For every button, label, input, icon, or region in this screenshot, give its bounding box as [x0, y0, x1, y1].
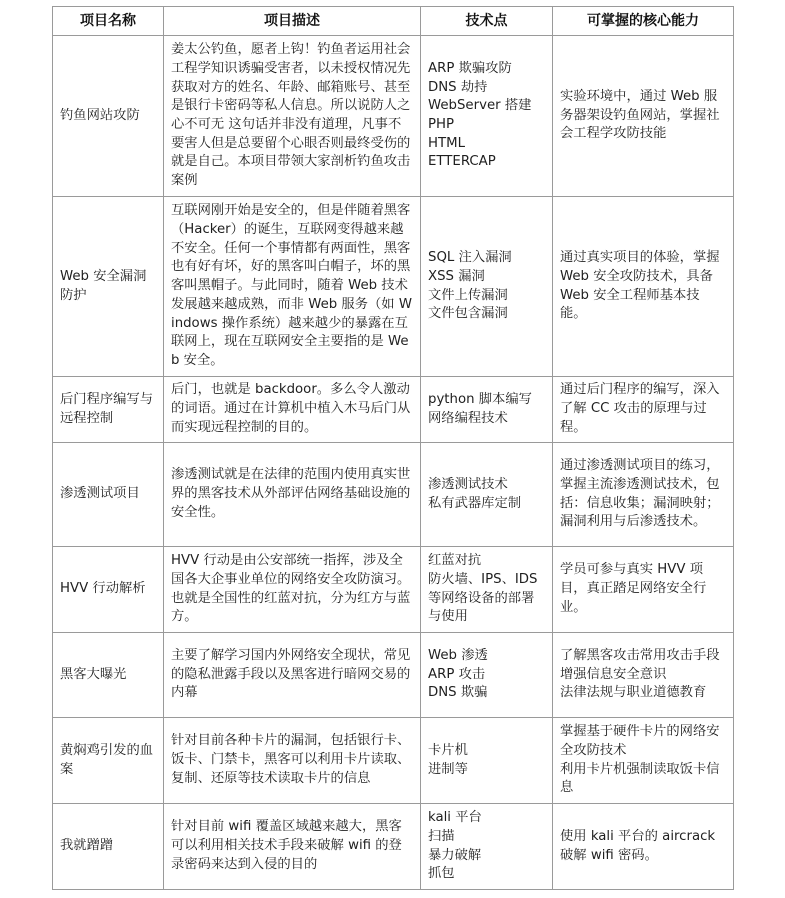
header-project-name: 项目名称 [53, 7, 164, 36]
project-description: 互联网刚开始是安全的，但是伴随着黑客（Hacker）的诞生，互联网变得越来越不安全。任何一个事情都有两面性，黑客也有好有坏，好的黑客叫白帽子，坏的黑客叫黑帽子。与此同时，随着 Web 技术发展越来越成熟，而非 Web 服务（如 Windows 操作系统）越来越少的暴露在互联网上，现在互联网安全主要指的是 Web 安全。 [164, 197, 421, 377]
tech-points [421, 443, 553, 547]
ability-item: 学员可参与真实 HVV 项目，真正踏足网络安全行业。 [560, 562, 707, 615]
project-name: Web 安全漏洞防护 [53, 197, 164, 377]
table-row [53, 443, 734, 547]
tech-item: SQL 注入漏洞 [428, 250, 512, 266]
project-description: 主要了解学习国内外网络安全现状，常见的隐私泄露手段以及黑客进行暗网交易的内幕 [164, 633, 421, 718]
tech-item: python 脚本编写 [428, 391, 532, 407]
tech-item: 抓包 [428, 866, 455, 882]
project-description: 针对目前 wifi 覆盖区域越来越大，黑客可以利用相关技术手段来破解 wifi 的登录密码来达到入侵的目的 [164, 804, 421, 890]
table-row [53, 633, 734, 718]
tech-points [421, 718, 553, 804]
header-tech-points: 技术点 [421, 7, 553, 36]
table-row [53, 718, 734, 804]
ability-item: 法律法规与职业道德教育 [560, 685, 707, 701]
tech-item: 防火墙、IPS、IDS 等网络设备的部署与使用 [428, 571, 538, 625]
tech-item: kali 平台 [428, 810, 482, 826]
header-project-description: 项目描述 [164, 7, 421, 36]
tech-item: 网络编程技术 [428, 410, 508, 426]
tech-item: 文件上传漏洞 [428, 287, 508, 303]
tech-points [421, 377, 553, 443]
core-abilities [553, 633, 734, 718]
ability-item: 通过渗透测试项目的练习，掌握主流渗透测试技术，包括：信息收集；漏洞映射；漏洞利用与后渗透技术。 [560, 458, 720, 530]
core-abilities [553, 547, 734, 633]
project-description: 渗透测试就是在法律的范围内使用真实世界的黑客技术从外部评估网络基础设施的安全性。 [164, 443, 421, 547]
core-abilities [553, 36, 734, 197]
tech-item: 卡片机 [428, 742, 468, 758]
table-row [53, 547, 734, 633]
table-row [53, 377, 734, 443]
ability-item: 通过后门程序的编写，深入了解 CC 攻击的原理与过程。 [560, 382, 720, 435]
table-row [53, 804, 734, 890]
project-name: 黄焖鸡引发的血案 [53, 718, 164, 804]
project-name: 我就蹭蹭 [53, 804, 164, 890]
tech-item: ARP 欺骗攻防 [428, 60, 512, 76]
ability-item: 使用 kali 平台的 aircrack 破解 wifi 密码。 [560, 828, 716, 863]
project-name: 后门程序编写与远程控制 [53, 377, 164, 443]
table-row [53, 36, 734, 197]
ability-item: 通过真实项目的体验，掌握 Web 安全攻防技术，具备 Web 安全工程师基本技能。 [560, 250, 720, 322]
tech-item: Web 渗透 [428, 647, 488, 663]
tech-points [421, 547, 553, 633]
ability-item: 利用卡片机强制读取饭卡信息 [560, 761, 720, 796]
table-body [53, 36, 734, 890]
header-row [53, 7, 734, 36]
tech-item: PHP [428, 117, 455, 132]
tech-item: 扫描 [428, 828, 455, 844]
project-name: 黑客大曝光 [53, 633, 164, 718]
tech-points [421, 633, 553, 718]
tech-item: HTML [428, 135, 466, 151]
project-name: 渗透测试项目 [53, 443, 164, 547]
project-description: 后门，也就是 backdoor。多么令人激动的词语。通过在计算机中植入木马后门从而实现远程控制的目的。 [164, 377, 421, 443]
table-container [52, 6, 734, 890]
tech-item: DNS 劫持 [428, 79, 488, 95]
tech-item: DNS 欺骗 [428, 685, 488, 701]
tech-item: 红蓝对抗 [428, 553, 482, 569]
header-core-abilities: 可掌握的核心能力 [553, 7, 734, 36]
project-description: 姜太公钓鱼，愿者上钩！钓鱼者运用社会工程学知识诱骗受害者，以未授权情况先获取对方的姓名、年龄、邮箱账号、甚至是银行卡密码等私人信息。所以说防人之心不可无 这句话并非没有道理，凡事不要害人但是总要留个心眼否则最终受伤的就是自己。本项目带领大家剖析钓鱼攻击案例 [164, 36, 421, 197]
tech-points [421, 804, 553, 890]
tech-item: 私有武器库定制 [428, 495, 522, 511]
core-abilities [553, 718, 734, 804]
tech-points [421, 36, 553, 197]
ability-item: 实验环境中，通过 Web 服务器架设钓鱼网站，掌握社会工程学攻防技能 [560, 88, 720, 142]
ability-item: 增强信息安全意识 [560, 666, 667, 682]
tech-item: ETTERCAP [428, 154, 496, 170]
tech-item: ARP 攻击 [428, 666, 486, 682]
tech-item: 暴力破解 [428, 847, 482, 863]
project-description: 针对目前各种卡片的漏洞，包括银行卡、饭卡、门禁卡，黑客可以利用卡片读取、复制、还原等技术读取卡片的信息 [164, 718, 421, 804]
tech-item: WebServer 搭建 [428, 98, 532, 114]
table-row [53, 197, 734, 377]
project-name: 钓鱼网站攻防 [53, 36, 164, 197]
ability-item: 掌握基于硬件卡片的网络安全攻防技术 [560, 724, 720, 758]
ability-item: 了解黑客攻击常用攻击手段 [560, 647, 720, 663]
core-abilities [553, 377, 734, 443]
core-abilities [553, 443, 734, 547]
tech-item: 进制等 [428, 761, 468, 777]
core-abilities [553, 804, 734, 890]
project-table [52, 6, 734, 890]
project-name: HVV 行动解析 [53, 547, 164, 633]
project-description: HVV 行动是由公安部统一指挥，涉及全国各大企事业单位的网络安全攻防演习。也就是全国性的红蓝对抗，分为红方与蓝方。 [164, 547, 421, 633]
tech-item: 文件包含漏洞 [428, 306, 508, 322]
tech-points [421, 197, 553, 377]
tech-item: XSS 漏洞 [428, 268, 485, 284]
core-abilities [553, 197, 734, 377]
tech-item: 渗透测试技术 [428, 476, 508, 492]
